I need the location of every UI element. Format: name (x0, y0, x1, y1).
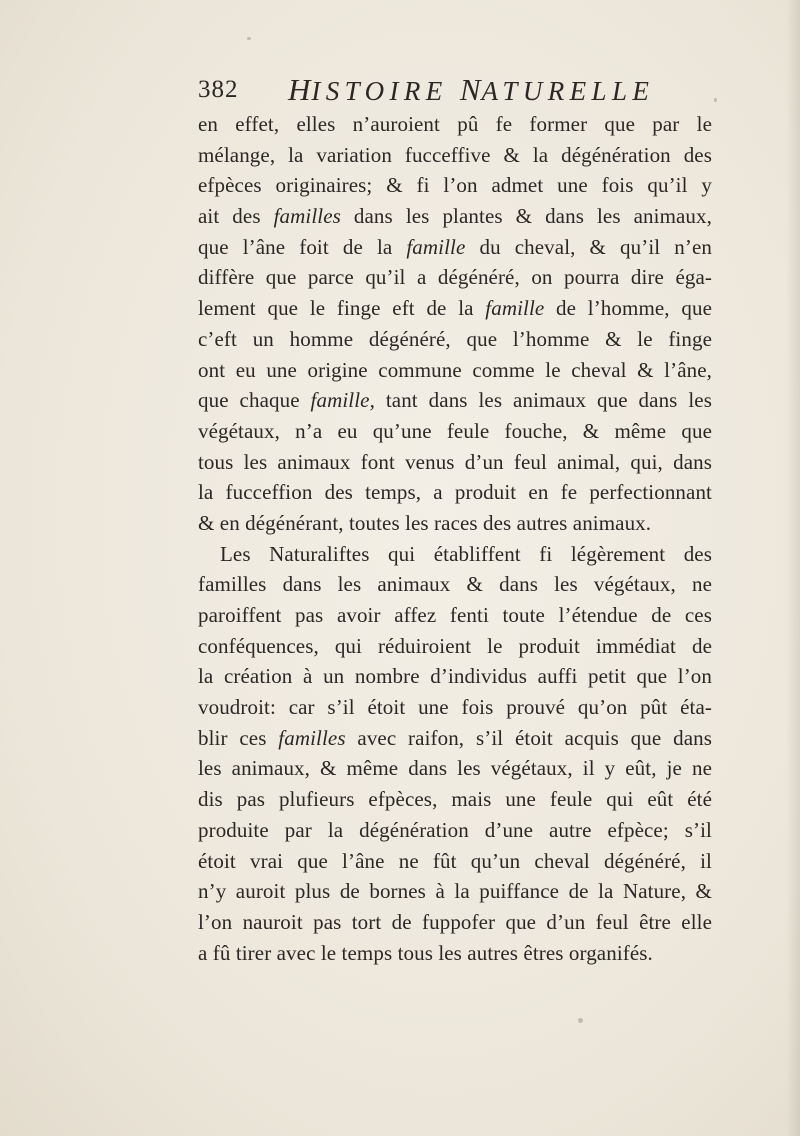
text-segment: produite par la dégénération d’une autre efpèce; s’il (198, 817, 712, 842)
text-segment: avec raifon, s’il étoit acquis que dans (345, 725, 712, 750)
text-line (198, 784, 712, 815)
text-line (198, 569, 712, 600)
text-line (198, 447, 712, 478)
text-segment: de l’homme, que (544, 296, 712, 321)
running-title-initial-2: N (459, 72, 482, 107)
italic-term: famille (485, 296, 545, 321)
text-segment: lement que le finge eft de la (198, 296, 486, 321)
text-line (198, 661, 712, 692)
text-segment: ont eu une origine commune comme le cheval & l’âne, (198, 357, 712, 382)
text-segment: la fucceffion des temps, a produit en fe perfectionnant (198, 480, 712, 505)
text-segment: c’eft un homme dégénéré, que l’homme & le finge (198, 326, 712, 351)
text-line (198, 201, 712, 232)
italic-term: famille (406, 234, 466, 259)
paper-speck (578, 1018, 583, 1023)
page-header (198, 72, 655, 108)
text-line (198, 355, 712, 386)
body-text (198, 109, 712, 968)
text-segment: l’on nauroit pas tort de fuppofer que d’un feul être elle (198, 909, 712, 934)
page-edge-shadow (786, 0, 800, 1136)
text-segment: Les Naturaliftes qui établiffent fi légèrement des (220, 541, 712, 566)
text-segment: dans les plantes & dans les animaux, (340, 204, 712, 229)
text-line (198, 815, 712, 846)
text-line (198, 692, 712, 723)
text-line (198, 876, 712, 907)
text-line (198, 938, 712, 969)
text-segment: que l’âne foit de la (198, 234, 407, 259)
text-line (198, 846, 712, 877)
text-line (198, 232, 712, 263)
text-line (198, 385, 712, 416)
running-title-initial-1: H (288, 72, 312, 107)
text-segment: les animaux, & même dans les végétaux, il y eût, je ne (198, 756, 712, 781)
text-segment: dis pas plufieurs efpèces, mais une feule qui eût été (198, 787, 712, 812)
text-line (198, 324, 712, 355)
text-segment: que chaque (198, 388, 311, 413)
text-segment: conféquences, qui réduiroient le produit immédiat de (198, 633, 712, 658)
text-segment: tant dans les animaux que dans les (374, 388, 712, 413)
text-line (198, 109, 712, 140)
text-segment: la création à un nombre d’individus auffi petit que l’on (198, 664, 712, 689)
text-segment: en effet, elles n’auroient pû fe former que par le (198, 112, 712, 136)
italic-term: familles (278, 725, 346, 750)
page-number: 382 (198, 76, 239, 103)
text-line (198, 140, 712, 171)
text-line (198, 600, 712, 631)
text-segment: végétaux, n’a eu qu’une feule fouche, & même que (198, 418, 712, 443)
text-segment: étoit vrai que l’âne ne fût qu’un cheval dégénéré, il (198, 848, 712, 873)
running-title-word-1: ISTOIRE (311, 76, 460, 106)
text-line (198, 508, 712, 539)
italic-term: famille, (310, 388, 375, 413)
text-line (198, 753, 712, 784)
text-line (198, 170, 712, 201)
text-line (198, 293, 712, 324)
text-line (198, 907, 712, 938)
paper-speck (247, 37, 251, 40)
text-segment: tous les animaux font venus d’un feul animal, qui, dans (198, 449, 712, 474)
text-line (198, 416, 712, 447)
text-segment: diffère que parce qu’il a dégénéré, on pourra dire éga- (198, 265, 712, 290)
text-segment: voudroit: car s’il étoit une fois prouvé qu’on pût éta- (198, 695, 712, 720)
text-segment: blir ces (198, 725, 279, 750)
text-segment: familles dans les animaux & dans les végétaux, ne (198, 572, 712, 597)
text-segment: a fû tirer avec le temps tous les autres êtres organifés. (198, 940, 653, 965)
text-segment: du cheval, & qu’il n’en (465, 234, 712, 259)
running-title-word-2: ATURELLE (481, 76, 655, 106)
text-line (198, 723, 712, 754)
text-line (198, 477, 712, 508)
text-line (198, 262, 712, 293)
paper-speck (714, 98, 717, 102)
running-title (288, 72, 654, 108)
text-segment: & en dégénérant, toutes les races des autres animaux. (198, 510, 652, 535)
text-segment: ait des (198, 204, 274, 229)
text-line (198, 631, 712, 662)
text-segment: paroiffent pas avoir affez fenti toute l’étendue de ces (198, 603, 712, 627)
text-segment: efpèces originaires; & fi l’on admet une fois qu’il y (198, 173, 712, 198)
italic-term: familles (273, 204, 341, 229)
text-segment: mélange, la variation fucceffive & la dégénération des (198, 142, 712, 167)
text-segment: n’y auroit plus de bornes à la puiffance de la Nature, & (198, 879, 712, 904)
text-line (198, 539, 712, 570)
